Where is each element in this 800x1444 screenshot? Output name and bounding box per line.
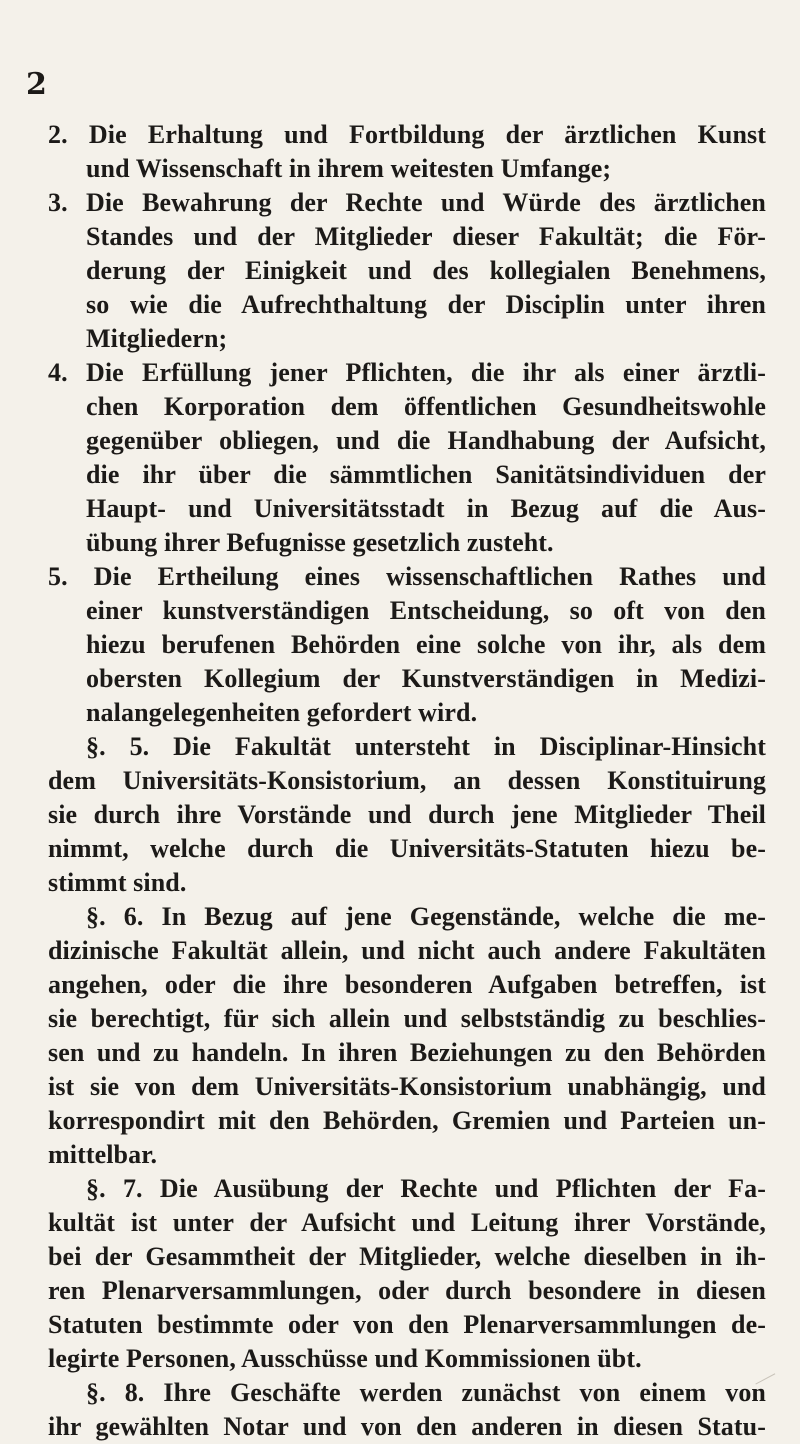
text-line: sie berechtigt, für sich allein und selbstständig zu beschlies- <box>48 1004 766 1033</box>
text-line: sen und zu handeln. In ihren Beziehungen zu den Behörden <box>48 1038 766 1067</box>
text-line: kultät ist unter der Aufsicht und Leitung ihrer Vorstände, <box>48 1208 766 1237</box>
text-line: dem Universitäts-Konsistorium, an dessen Konstituirung <box>48 766 766 795</box>
text-line: 2. Die Erhaltung und Fortbildung der ärztlichen Kunst <box>48 120 766 149</box>
text-line: einer kunstverständigen Entscheidung, so oft von den <box>86 596 766 625</box>
text-line: stimmt sind. <box>48 868 187 897</box>
text-line: §. 8. Ihre Geschäfte werden zunächst von einem von <box>86 1378 766 1407</box>
text-line: bei der Gesammtheit der Mitglieder, welche dieselben in ih- <box>48 1242 766 1271</box>
text-line: legirte Personen, Ausschüsse und Kommissionen übt. <box>48 1344 642 1373</box>
text-line: §. 7. Die Ausübung der Rechte und Pflichten der Fa- <box>86 1174 766 1203</box>
text-line: ihr gewählten Notar und von den anderen in diesen Statu- <box>48 1412 766 1441</box>
text-line: ren Plenarversammlungen, oder durch besondere in diesen <box>48 1276 766 1305</box>
text-line: Statuten bestimmte oder von den Plenarversammlungen de- <box>48 1310 766 1339</box>
text-line: 3. Die Bewahrung der Rechte und Würde des ärztlichen <box>48 188 766 217</box>
text-line: derung der Einigkeit und des kollegialen Benehmens, <box>86 256 766 285</box>
text-line: Haupt- und Universitätsstadt in Bezug auf die Aus- <box>86 494 766 523</box>
text-line: so wie die Aufrechthaltung der Disciplin unter ihren <box>86 290 766 319</box>
text-line: Standes und der Mitglieder dieser Fakultät; die För- <box>86 222 766 251</box>
text-line: korrespondirt mit den Behörden, Gremien und Parteien un- <box>48 1106 766 1135</box>
text-line: §. 5. Die Fakultät untersteht in Disciplinar-Hinsicht <box>86 732 766 761</box>
text-line: nimmt, welche durch die Universitäts-Statuten hiezu be- <box>48 834 766 863</box>
text-line: übung ihrer Befugnisse gesetzlich zusteht. <box>86 528 554 557</box>
text-line: gegenüber obliegen, und die Handhabung der Aufsicht, <box>86 426 766 455</box>
page-number: 2 <box>26 67 47 102</box>
text-line: mittelbar. <box>48 1140 158 1169</box>
text-line: 4. Die Erfüllung jener Pflichten, die ihr als einer ärztli- <box>48 358 766 387</box>
text-line: die ihr über die sämmtlichen Sanitätsindividuen der <box>86 460 766 489</box>
text-line: chen Korporation dem öffentlichen Gesundheitswohle <box>86 392 766 421</box>
text-line: hiezu berufenen Behörden eine solche von ihr, als dem <box>86 630 766 659</box>
text-line: nalangelegenheiten gefordert wird. <box>86 698 478 727</box>
text-line: ist sie von dem Universitäts-Konsistorium unabhängig, und <box>48 1072 766 1101</box>
text-line: dizinische Fakultät allein, und nicht auch andere Fakultäten <box>48 936 766 965</box>
text-line: Mitgliedern; <box>86 324 228 353</box>
text-line: und Wissenschaft in ihrem weitesten Umfange; <box>86 154 612 183</box>
text-line: §. 6. In Bezug auf jene Gegenstände, welche die me- <box>86 902 766 931</box>
text-line: 5. Die Ertheilung eines wissenschaftlichen Rathes und <box>48 562 766 591</box>
text-line: sie durch ihre Vorstände und durch jene Mitglieder Theil <box>48 800 766 829</box>
text-line: angehen, oder die ihre besonderen Aufgaben betreffen, ist <box>48 970 766 999</box>
text-line: obersten Kollegium der Kunstverständigen in Medizi- <box>86 664 766 693</box>
